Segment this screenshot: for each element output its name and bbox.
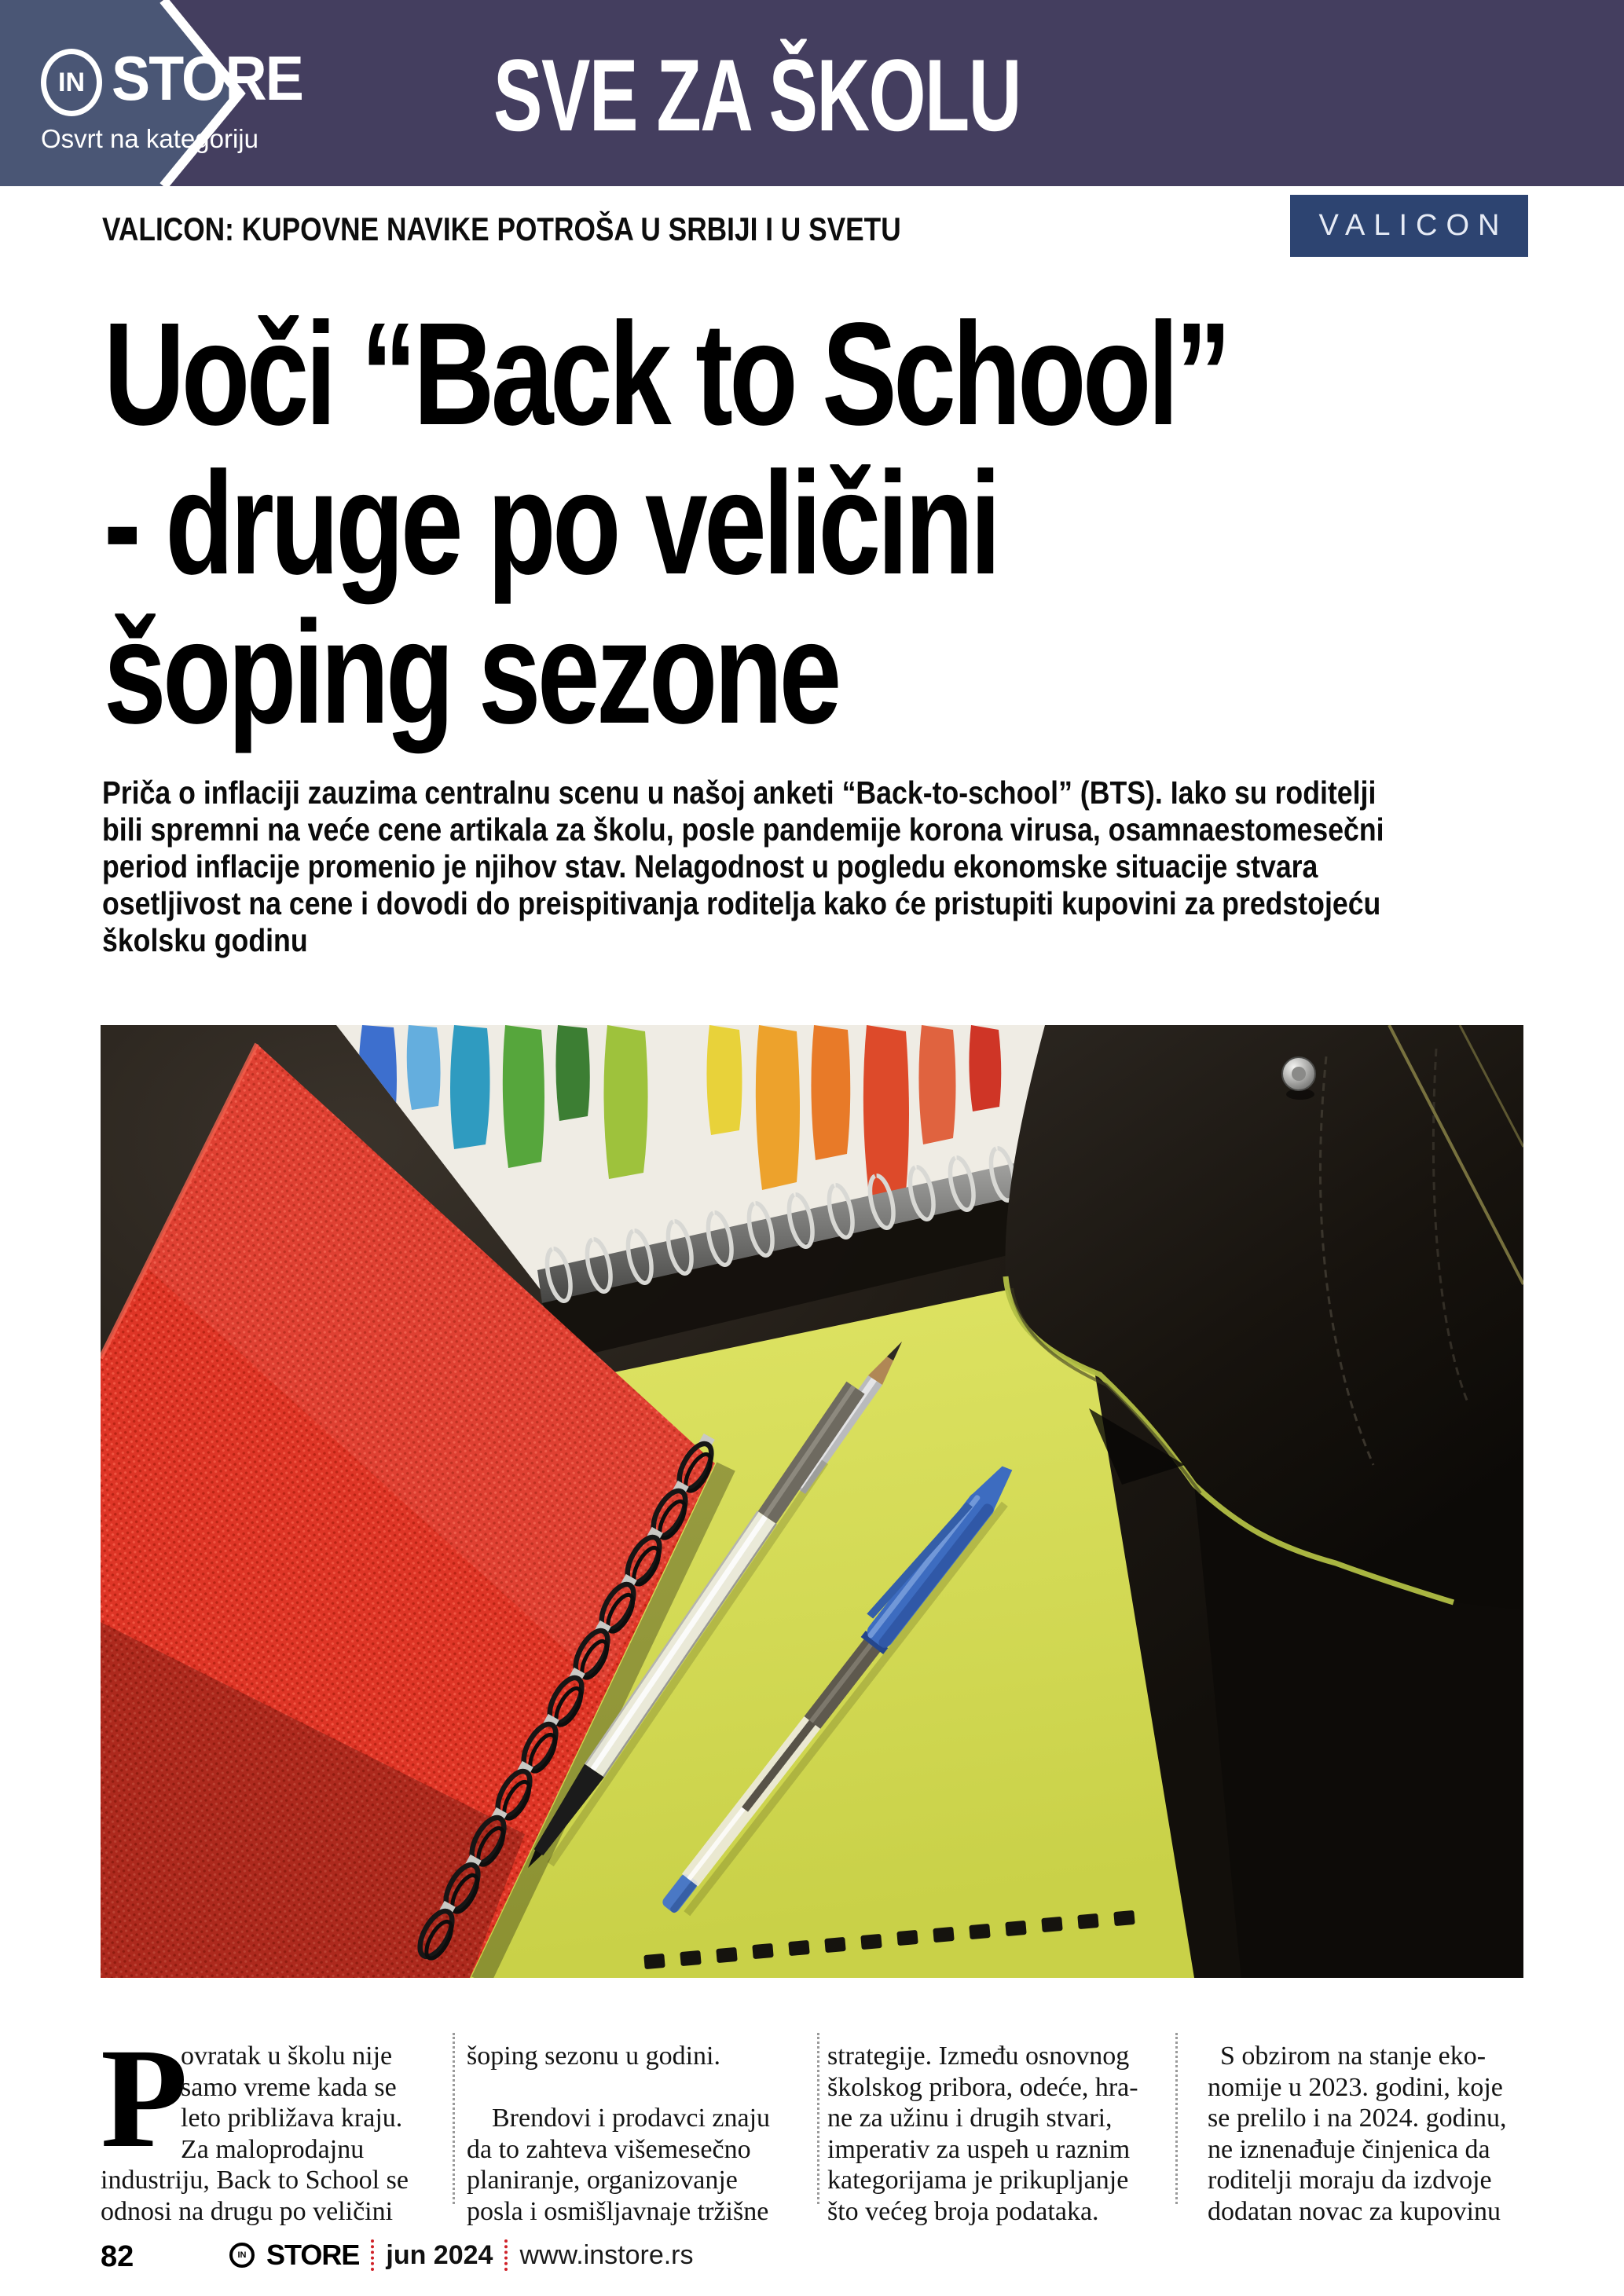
column-line: industriju, Back to School se (101, 2166, 409, 2195)
column-line: ne za užinu i drugih stvari, (827, 2104, 1113, 2133)
column-line: Za maloprodajnu (181, 2134, 365, 2164)
column-line: što većeg broja podataka. (827, 2196, 1099, 2226)
column-line: strategije. Između osnovnog (827, 2041, 1130, 2071)
article-column-1 (101, 2020, 446, 2228)
instore-logo-wordmark: STORE (112, 43, 303, 113)
column-line: školskog pribora, odeće, hra- (827, 2072, 1138, 2102)
header-band (0, 0, 1624, 186)
footer-brand: STORE (266, 2239, 360, 2271)
headline-line: - druge po veličini (104, 442, 998, 605)
section-title: SVE ZA ŠKOLU (493, 38, 1021, 152)
column-line: posla i osmišljavnaje tržišne (467, 2196, 769, 2226)
lead-line: period inflacije promenio je njihov stav. Nelagodnost u pogledu ekonomske situacije stvara (102, 848, 1318, 884)
page-number: 82 (101, 2240, 134, 2273)
article-column-2 (467, 2041, 809, 2228)
column-divider (1175, 2033, 1178, 2204)
article-column-4 (1208, 2041, 1564, 2228)
instore-logo-circle-icon: IN (41, 49, 102, 116)
column-line: odnosi na drugu po veličini (101, 2196, 394, 2226)
column-line: nomije u 2023. godini, koje (1208, 2072, 1503, 2102)
footer (229, 2239, 694, 2272)
column-line: da to zahteva višemesečno (467, 2134, 751, 2164)
article-column-3 (827, 2041, 1164, 2228)
lead-line: školsku godinu (102, 922, 308, 958)
column-line: kategorijama je prikupljanje (827, 2166, 1129, 2195)
header-tagline: Osvrt na kategoriju (41, 124, 258, 153)
footer-issue-date: jun 2024 (386, 2239, 493, 2270)
column-line: šoping sezonu u godini. (467, 2041, 720, 2071)
valicon-logo-badge: VALICON (1290, 195, 1528, 257)
column-line: se prelilo i na 2024. godinu, (1208, 2104, 1507, 2133)
headline-line: Uoči “Back to School” (104, 293, 1228, 456)
column-line: Brendovi i prodavci znaju (492, 2104, 771, 2133)
kicker: VALICON: KUPOVNE NAVIKE POTROŠA U SRBIJI I U SVETU (102, 211, 901, 247)
column-line: ovratak u školu nije (181, 2041, 393, 2071)
footer-separator (504, 2239, 508, 2271)
footer-separator (371, 2239, 374, 2271)
column-line: imperativ za uspeh u raznim (827, 2134, 1131, 2164)
column-line: roditelji moraju da izdvoje (1208, 2166, 1492, 2195)
column-divider (817, 2033, 819, 2204)
column-line: S obzirom na stanje eko- (1220, 2041, 1487, 2071)
lead-line: bili spremni na veće cene artikala za školu, posle pandemije korona virusa, osamnaestomesečni (102, 811, 1384, 848)
lead-paragraph (102, 774, 1384, 959)
instore-footer-circle-icon: IN (229, 2243, 255, 2268)
headline (104, 293, 1564, 754)
photo-illustration (101, 1025, 1523, 1978)
column-line: ne iznenađuje činjenica da (1208, 2134, 1490, 2164)
column-divider (453, 2033, 455, 2204)
drop-cap: P (101, 2020, 189, 2177)
footer-website: www.instore.rs (519, 2239, 694, 2270)
column-line: planiranje, organizovanje (467, 2166, 738, 2195)
headline-line: šoping sezone (104, 591, 838, 754)
column-line (467, 2072, 809, 2104)
column-line: leto približava kraju. (181, 2104, 403, 2133)
lead-line: Priča o inflaciji zauzima centralnu scenu u našoj anketi “Back-to-school” (BTS). Iako su roditelji (102, 774, 1377, 811)
column-line: dodatan novac za kupovinu (1208, 2196, 1501, 2226)
column-line: samo vreme kada se (181, 2072, 397, 2102)
lead-line: osetljivost na cene i dovodi do preispitivanja roditelja kako će pristupiti kupovini za predstojeću (102, 885, 1381, 921)
